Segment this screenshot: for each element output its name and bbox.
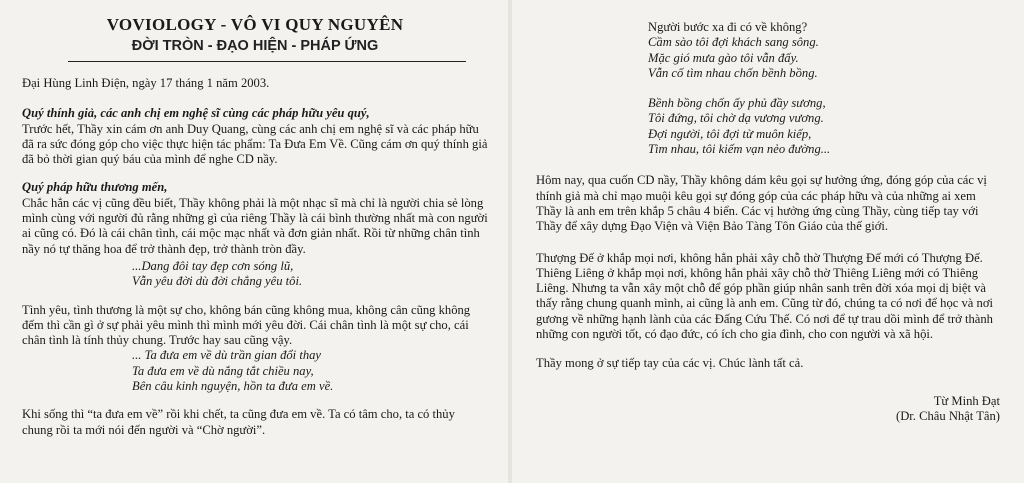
verse-3 <box>536 20 1000 81</box>
verse-line: Ta đưa em về dù nắng tắt chiều nay, <box>132 363 314 378</box>
signature-title: (Dr. Châu Nhật Tân) <box>896 408 1000 423</box>
verse-line: Đợi người, tôi đợi từ muôn kiếp, <box>648 126 812 141</box>
verse-line: Vẫn cố tìm nhau chốn bềnh bồng. <box>648 65 818 80</box>
left-page <box>0 0 508 483</box>
document-subtitle: ĐỜI TRÒN - ĐẠO HIỆN - PHÁP ỨNG <box>131 38 379 54</box>
verse-line: Cầm sào tôi đợi khách sang sông. <box>648 35 819 50</box>
paragraph-6: Thượng Đế ở khắp mọi nơi, không hẳn phải xây chỗ thờ Thượng Đế mới có Thượng Đế. Thiêng Liêng ở khắp mọi nơi, không hẳn phải xây chỗ thờ Thiêng Liêng mới có Thiêng Liêng. Nhưng ta vẫn xây một chỗ để góp phần giúp nhân sanh trên đời xóa mọi dị biệt và thấy rằng chung quanh mình, ai cũng là anh em. Cũng từ đó, chúng ta có nơi để học và nơi gương về những hạnh lành của các Đấng Cứu Thế. Có nơi để tự trau dồi mình để trở thành những con người tốt, có đạo đức, có ích cho gia đình, cho con người và xã hội. <box>536 250 993 342</box>
paragraph-5: Hôm nay, qua cuốn CD nầy, Thầy không dám kêu gọi sự hưởng ứng, đóng góp của các vị thính giả mà chỉ mạo muội kêu gọi sự đóng góp của các pháp hữu và của những ai xem Thầy là anh em trên khắp 5 châu 4 biển. Các vị hưởng ứng cùng Thầy, cùng tiếp tay với Thầy để xây dựng Đạo Viện và Viện Bảo Tàng Tôn Giáo của thế giới. <box>536 173 987 234</box>
paragraph-4: Khi sống thì “ta đưa em về” rồi khi chết, ta cũng đưa em về. Ta có tâm cho, ta có thủy chung rồi ta mới nói đến người và “Chờ người”. <box>22 407 455 437</box>
right-page <box>512 0 1024 483</box>
signature-name: Từ Minh Đạt <box>933 393 1000 408</box>
verse-1 <box>22 259 488 290</box>
paragraph-2: Chắc hẳn các vị cũng đều biết, Thầy không phải là một nhạc sĩ mà chỉ là người chia sẻ lòng mình cùng với người đủ rằng những gì của riêng Thầy là cái bình thường nhất mà con người ai cũng có. Đó là cái chân tình, cái mộc mạc nhất và đơn giản nhất. Rồi từ những chân tình nầy nó tự thăng hoa để trở thành đẹp, trở thành tròn đầy. <box>22 195 488 256</box>
dateline: Đại Hùng Linh Điện, ngày 17 tháng 1 năm 2003. <box>22 76 270 90</box>
signature-block <box>536 394 1000 425</box>
verse-line: Người bước xa đi có về không? <box>648 20 808 34</box>
document-title: VOVIOLOGY - VÔ VI QUY NGUYÊN <box>106 15 404 34</box>
verse-line: Bên câu kinh nguyện, hồn ta đưa em về. <box>132 379 334 394</box>
title-divider <box>68 61 466 62</box>
verse-line: ... Ta đưa em về dù trần gian đổi thay <box>132 348 322 363</box>
paragraph-3: Tình yêu, tình thương là một sự cho, không bán cũng không mua, không cân cũng không đếm thì cần gì ở sự phải yêu mình thì mình mới yêu đời. Cái chân tình là một sự cho, cái chân tình là tính thủy chung. Trước hay sau cũng vậy. <box>22 302 471 348</box>
verse-line: Vẫn yêu đời dù đời chẳng yêu tôi. <box>132 274 303 289</box>
verse-line: Tìm nhau, tôi kiếm vạn nẻo đường... <box>648 142 831 157</box>
verse-4 <box>536 96 1000 157</box>
paragraph-7: Thầy mong ở sự tiếp tay của các vị. Chúc lành tất cả. <box>536 356 804 371</box>
verse-line: Bềnh bồng chốn ấy phủ đầy sương, <box>648 96 826 111</box>
verse-line: ...Dang đôi tay đẹp cơn sóng lũ, <box>132 258 294 273</box>
paragraph-1: Trước hết, Thầy xin cám ơn anh Duy Quang, cùng các anh chị em nghệ sĩ và các pháp hữu đã ra sức đóng góp cho việc thực hiện tác phẩm: Ta Đưa Em Về. Cũng cám ơn quý thính giả đã bỏ thời gian quý báu của mình để nghe CD nầy. <box>22 121 488 167</box>
greeting-1: Quý thính giả, các anh chị em nghệ sĩ cùng các pháp hữu yêu quý, <box>22 106 370 121</box>
verse-2 <box>22 348 488 394</box>
verse-line: Mặc gió mưa gào tôi vẫn đấy. <box>648 50 799 65</box>
greeting-2: Quý pháp hữu thương mến, <box>22 180 168 195</box>
verse-line: Tôi đứng, tôi chờ dạ vương vương. <box>648 111 824 126</box>
